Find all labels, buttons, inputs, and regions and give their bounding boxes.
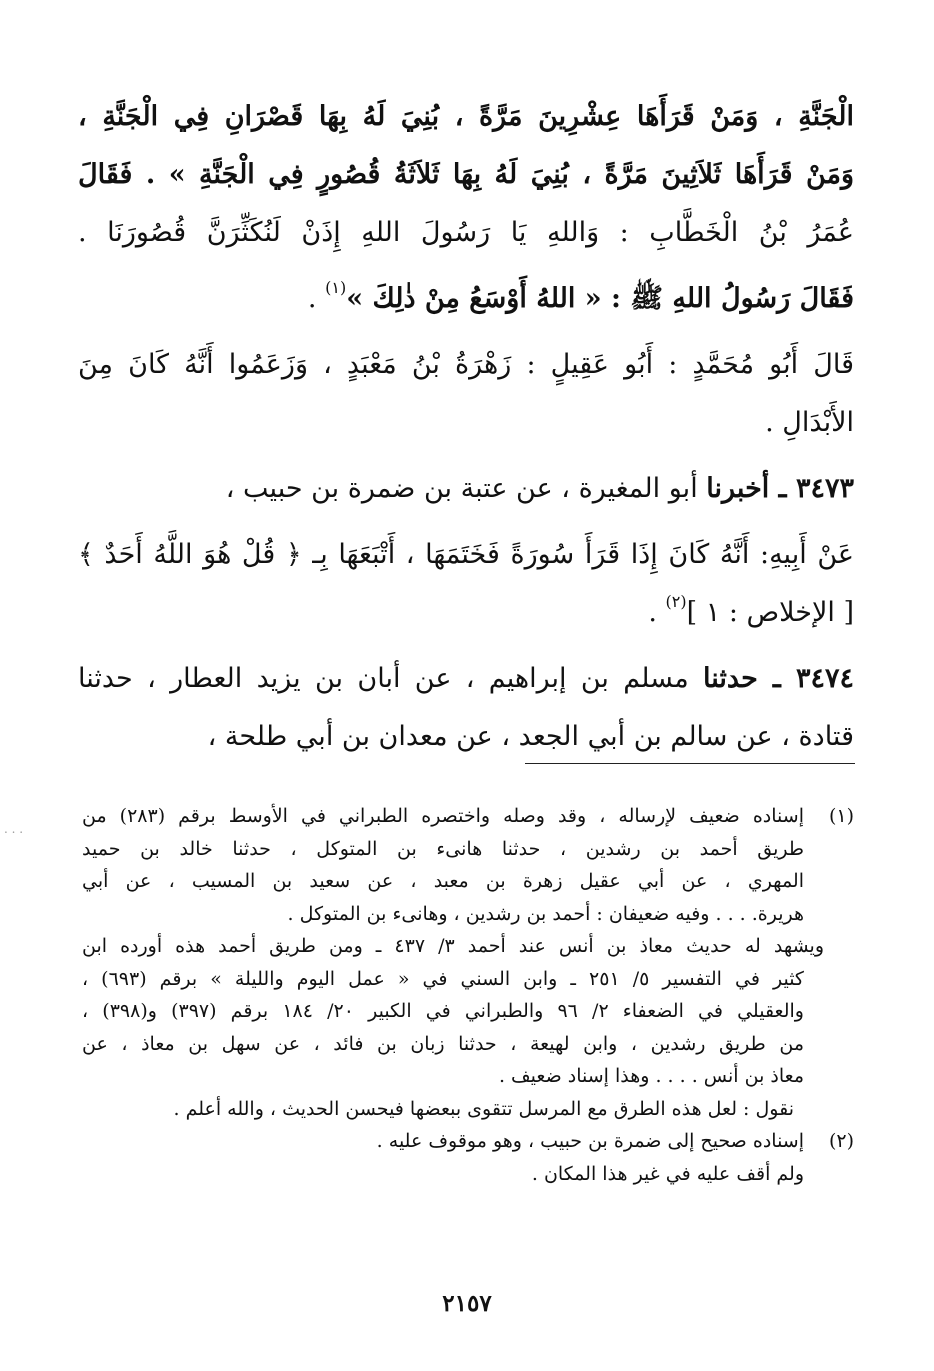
chain-text: أبو المغيرة ، عن عتبة بن ضمرة بن حبيب ، <box>225 473 707 504</box>
text-end: . <box>307 283 326 314</box>
text-line: الْجَنَّةِ ، وَمَنْ قَرَأَهَا عِشْرِينَ مَرَّةً ، بُنِيَ لَهُ بِهَا قَصْرَانِ فِي الْجَنَّةِ ، <box>78 101 854 132</box>
hadith-3474-heading <box>78 650 854 708</box>
footnotes <box>82 800 854 1190</box>
footnote-line: ويشهد له حديث معاذ بن أنس عند أحمد ٣/ ٤٣٧ ـ ومن طريق أحمد هذه أورده ابن <box>82 935 824 957</box>
footnote-line: هريرة. . . . وفيه ضعيفان : أحمد بن رشدين ، وهانىء بن المتوكل . <box>287 902 804 925</box>
text-line: الأَبْدَالِ . <box>765 407 854 438</box>
hadith-3473-heading <box>78 460 854 518</box>
text-line: قَالَ أَبُو مُحَمَّدٍ : أَبُو عَقِيلٍ : زَهْرَةُ بْنُ مَعْبَدٍ ، وَزَعَمُوا أَنَّهُ كَانَ مِنَ <box>78 349 854 380</box>
hadith-number: ٣٤٧٤ ـ حدثنا <box>703 663 854 694</box>
text-line-part: وَمَنْ قَرَأَهَا ثَلاَثِينَ مَرَّةً ، بُنِيَ لَهُ بِهَا ثَلاَثَةُ قُصُورٍ فِي الْجَنَّةِ » . فَقَالَ <box>78 159 854 190</box>
prophet-quote: فَقَالَ رَسُولُ اللهِ ﷺ : « اللهُ أَوْسَعُ مِنْ ذٰلِكَ » <box>346 283 854 314</box>
footnote-line: ولم أقف عليه في غير هذا المكان . <box>531 1162 804 1185</box>
quran-reference: [ الإخلاص : ١ ] <box>686 597 854 628</box>
text-line: عَنْ أَبِيهِ: أَنَّهُ كَانَ إِذَا قَرَأَ سُورَةً فَخَتَمَهَا ، أَتْبَعَهَا بِـ ﴿ قُلْ هُوَ اللَّهُ أَحَدٌ ﴾ <box>78 539 854 570</box>
footnote-separator <box>525 763 855 764</box>
footnote-line: والعقيلي في الضعفاء ٢/ ٩٦ والطبراني في الكبير ٢٠/ ١٨٤ برقم (٣٩٧) و(٣٩٨) ، <box>82 1000 804 1022</box>
footnote-line: نقول : لعل هذه الطرق مع المرسل تتقوى ببعضها فيحسن الحديث ، والله أعلم . <box>173 1097 794 1120</box>
footnote-line: من طريق رشدين ، وابن لهيعة ، حدثنا زبان بن فائد ، عن سهل بن معاذ ، عن <box>82 1032 804 1055</box>
text-line <box>78 146 854 204</box>
footnote-line: معاذ بن أنس . . . . وهذا إسناد ضعيف . <box>498 1065 804 1087</box>
text-line: قتادة ، عن سالم بن أبي الجعد ، عن معدان بن أبي طلحة ، <box>207 721 854 752</box>
chain-text: مسلم بن إبراهيم ، عن أبان بن يزيد العطار ، حدثنا <box>78 663 704 694</box>
footnote-line <box>82 800 854 833</box>
text-end: . <box>648 597 666 628</box>
footnote-line: طريق أحمد بن رشدين ، حدثنا هانىء بن المتوكل ، حدثنا خالد بن حميد <box>82 837 804 860</box>
footnote-ref-1: (١) <box>325 278 347 297</box>
footnote-number: (٢) <box>828 1130 854 1152</box>
footnote-line <box>82 1125 854 1158</box>
text-line: عُمَرُ بْنُ الْخَطَّابِ : وَاللهِ يَا رَسُولَ اللهِ إِذَنْ لَنُكَثِّرَنَّ قُصُورَنَا . <box>78 217 854 248</box>
hadith-number: ٣٤٧٣ ـ أخبرنا <box>706 473 854 504</box>
text-line <box>78 270 854 328</box>
footnote-line: المهري ، عن أبي عقيل زهرة بن معبد ، عن سعيد بن المسيب ، عن أبي <box>82 870 804 892</box>
margin-marks: . . . <box>4 822 24 836</box>
footnote-number: (١) <box>828 805 854 827</box>
footnote-ref-2: (٢) <box>665 592 687 611</box>
text-line <box>78 584 854 642</box>
page-number: ٢١٥٧ <box>442 1290 492 1317</box>
main-text <box>78 88 854 766</box>
footnote-text: إسناده ضعيف لإرساله ، وقد وصله واختصره الطبراني في الأوسط برقم (٢٨٣) من <box>82 805 804 827</box>
footnote-text: إسناده صحيح إلى ضمرة بن حبيب ، وهو موقوف عليه . <box>376 1130 804 1152</box>
footnote-line: كثير في التفسير ٥/ ٢٥١ ـ وابن السني في « عمل اليوم والليلة » برقم (٦٩٣) ، <box>82 967 804 990</box>
